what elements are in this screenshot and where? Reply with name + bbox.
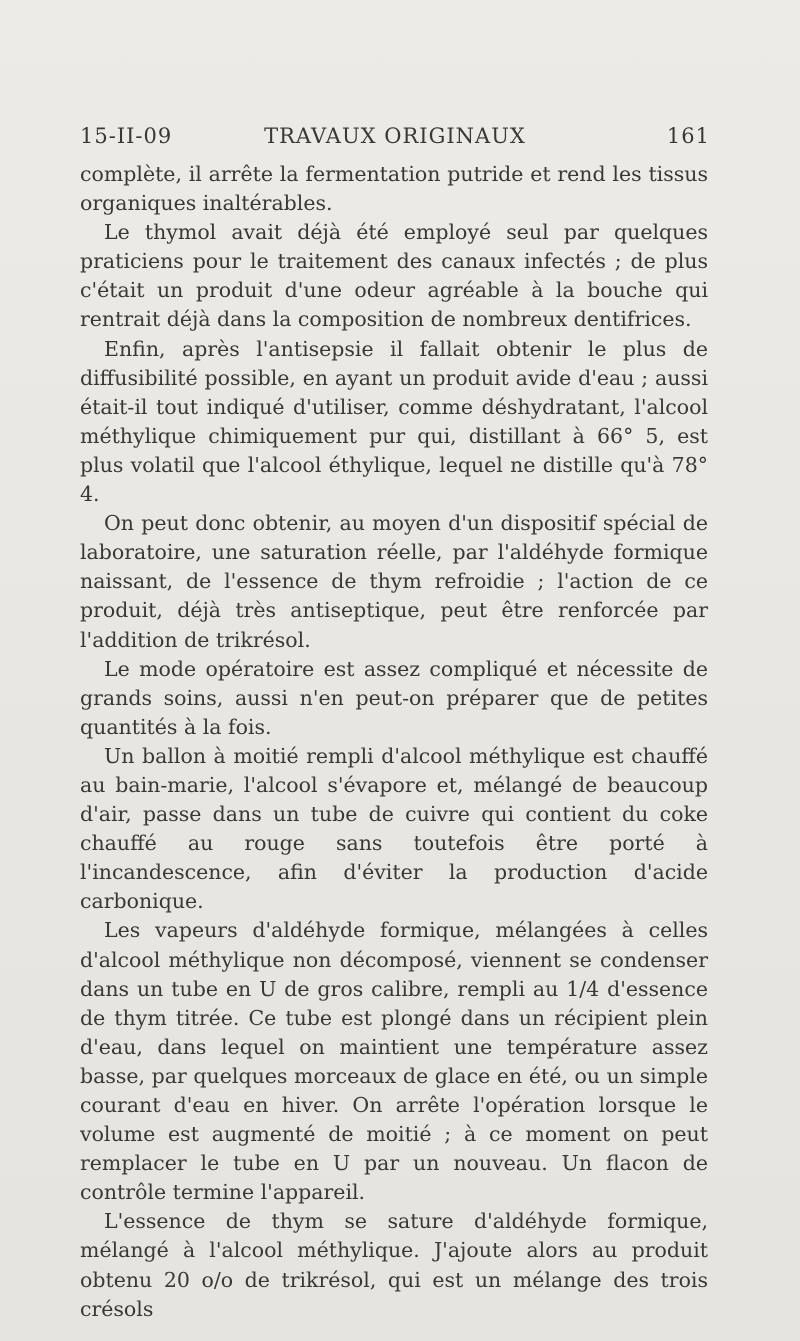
paragraph: complète, il arrête la fermentation putride et rend les tissus organiques inaltérables. xyxy=(80,162,708,216)
paragraph: Les vapeurs d'aldéhyde formique, mélangées à celles d'alcool méthylique non décomposé, viennent se condenser dans un tube en U de gros calibre, rempli au 1/4 d'essence de thym titrée. Ce tube est plongé dans un récipient plein d'eau, dans lequel on maintient une température assez basse, par quelques morceaux de glace en été, ou un simple courant d'eau en hiver. On arrête l'opération lorsque le volume est augmenté de moitié ; à ce moment on peut remplacer le tube en U par un nouveau. Un flacon de contrôle termine l'appareil. xyxy=(80,918,708,1205)
paragraph: L'essence de thym se sature d'aldéhyde formique, mélangé à l'alcool méthylique. J'ajoute alors au produit obtenu 20 o/o de trikrésol, qui est un mélange des trois crésols xyxy=(80,1209,708,1321)
header-title: TRAVAUX ORIGINAUX xyxy=(264,124,526,148)
page-number: 161 xyxy=(666,124,710,148)
body-text xyxy=(80,160,708,1324)
paragraph: On peut donc obtenir, au moyen d'un dispositif spécial de laboratoire, une saturation réelle, par l'aldéhyde formique naissant, de l'essence de thym refroidie ; l'action de ce produit, déjà très antiseptique, peut être renforcée par l'addition de trikrésol. xyxy=(80,511,708,652)
paragraph: Le mode opératoire est assez compliqué et nécessite de grands soins, aussi n'en peut-on préparer que de petites quantités à la fois. xyxy=(80,656,708,739)
paragraph: Un ballon à moitié rempli d'alcool méthylique est chauffé au bain-marie, l'alcool s'évapore et, mélangé de beaucoup d'air, passe dans un tube de cuivre qui contient du coke chauffé au rouge sans toutefois être porté à l'incandescence, afin d'éviter la production d'acide carbonique. xyxy=(80,743,708,914)
paragraph: Enfin, après l'antisepsie il fallait obtenir le plus de diffusibilité possible, en ayant un produit avide d'eau ; aussi était-il tout indiqué d'utiliser, comme déshydratant, l'alcool méthylique chimiquement pur qui, distillant à 66° 5, est plus volatil que l'alcool éthylique, lequel ne distille qu'à 78° 4. xyxy=(80,336,708,507)
running-header xyxy=(80,124,710,158)
paragraph: Le thymol avait déjà été employé seul par quelques praticiens pour le traitement des canaux infectés ; de plus c'était un produit d'une odeur agréable à la bouche qui rentrait déjà dans la composition de nombreux dentifrices. xyxy=(80,220,708,332)
header-date: 15-II-09 xyxy=(80,124,173,148)
